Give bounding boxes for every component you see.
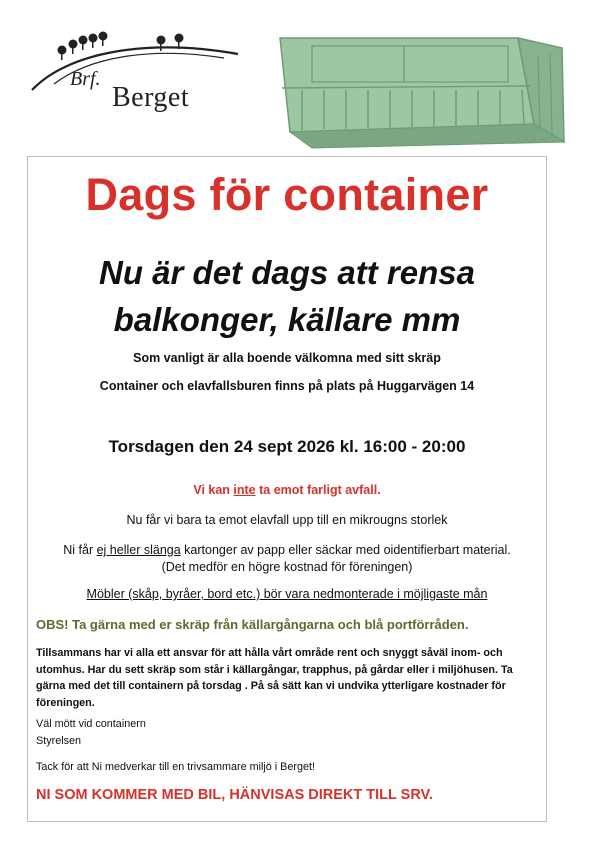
logo-brf-text: Brf. — [70, 68, 101, 90]
welcome-text: Som vanligt är alla boende välkomna med sitt skräp — [133, 351, 441, 365]
event-date: Torsdagen den 24 sept 2026 kl. 16:00 - 20:00 — [108, 437, 466, 456]
container-image — [272, 32, 568, 150]
cardboard-cost-note: (Det medför en högre kostnad för föreningen) — [161, 560, 413, 574]
hazard-underlined: inte — [233, 483, 256, 497]
electronics-notice: Nu får vi bara ta emot elavfall upp till en mikrougns storlek — [126, 513, 448, 527]
logo-name-text: Berget — [112, 82, 190, 113]
hazard-pre: Vi kan — [193, 483, 234, 497]
brf-berget-logo — [28, 28, 248, 128]
cardboard-post: kartonger av papp eller säckar med oidentifierbart material. — [180, 543, 511, 557]
cardboard-underlined: ej heller slänga — [96, 543, 181, 557]
location-text: Container och elavfallsburen finns på plats på Huggarvägen 14 — [99, 379, 475, 393]
notice-poster — [27, 156, 547, 822]
hazard-post: ta emot farligt avfall. — [255, 483, 381, 497]
closing-signature: Styrelsen — [36, 735, 82, 747]
thanks-text: Tack för att Ni medverkar till en trivsammare miljö i Berget! — [36, 761, 315, 773]
cardboard-pre: Ni får — [63, 543, 97, 557]
furniture-notice: Möbler (skåp, byråer, bord etc.) bör vara nedmonterade i möjligaste mån — [86, 587, 488, 601]
poster-subtitle — [28, 249, 546, 343]
cardboard-notice — [28, 542, 546, 576]
hazardous-waste-notice — [28, 483, 546, 497]
car-notice-footer: NI SOM KOMMER MED BIL, HÄNVISAS DIREKT TILL SRV. — [36, 787, 433, 803]
subtitle-line-1: Nu är det dags att rensa — [99, 254, 475, 291]
closing-greeting: Väl mött vid containern — [36, 718, 146, 730]
responsibility-paragraph: Tillsammans har vi alla ett ansvar för att hålla vårt område rent och snyggt såväl inom- och utomhus. Har du sett skräp som står i källargångar, trapphus, på gårdar eller i miljöhusen. Ta gärna med det till containern på torsdag . På så sätt kan vi undvika ytterligare kostnader för föreningen. — [36, 647, 513, 709]
poster-title: Dags för container — [85, 169, 489, 220]
obs-notice: OBS! Ta gärna med er skräp från källargångarna och blå portförråden. — [36, 617, 469, 632]
subtitle-line-2: balkonger, källare mm — [113, 301, 461, 338]
